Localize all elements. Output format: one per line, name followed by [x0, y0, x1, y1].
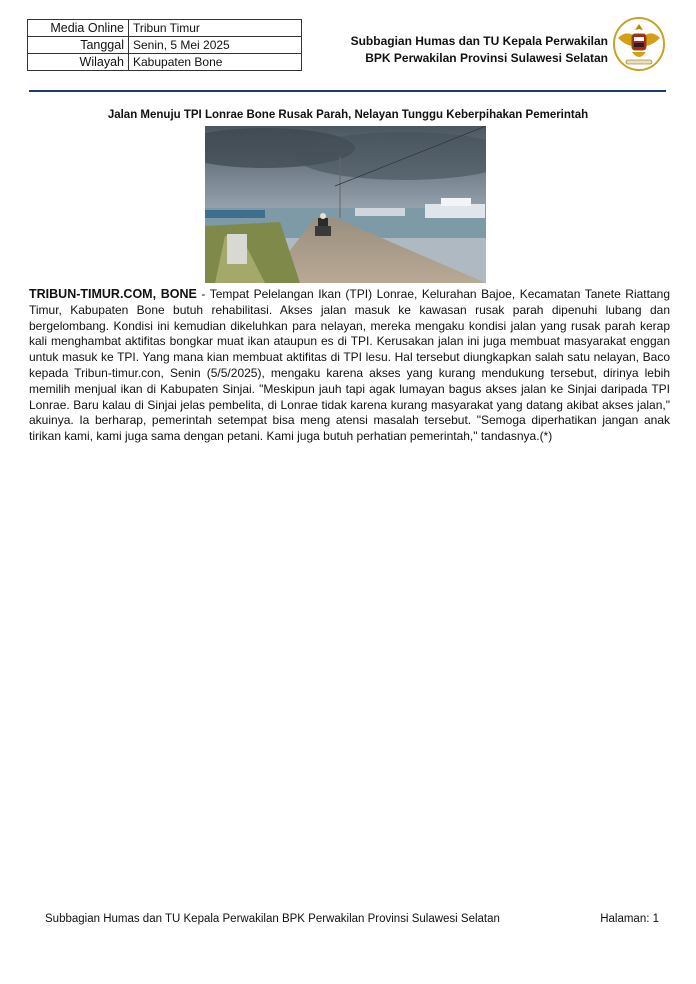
- media-value: Tribun Timur: [129, 20, 302, 37]
- region-value: Kabupaten Bone: [129, 54, 302, 71]
- header-divider: [29, 90, 666, 92]
- date-value: Senin, 5 Mei 2025: [129, 37, 302, 54]
- article-body: [29, 287, 670, 445]
- road-harbor-photo: [205, 126, 486, 283]
- organization-header: [351, 33, 608, 67]
- media-label: Media Online: [28, 20, 129, 37]
- article-title: Jalan Menuju TPI Lonrae Bone Rusak Parah, Nelayan Tunggu Keberpihakan Pemerintah: [107, 109, 589, 121]
- media-row: [28, 20, 302, 37]
- region-label: Wilayah: [28, 54, 129, 71]
- org-line-1: Subbagian Humas dan TU Kepala Perwakilan: [350, 34, 608, 48]
- date-row: [28, 37, 302, 54]
- date-label: Tanggal: [28, 37, 129, 54]
- article-dateline: TRIBUN-TIMUR.COM, BONE: [29, 287, 197, 301]
- region-row: [28, 54, 302, 71]
- footer-organization: Subbagian Humas dan TU Kepala Perwakilan BPK Perwakilan Provinsi Sulawesi Selatan: [45, 913, 500, 925]
- media-info-table: [27, 19, 302, 71]
- garuda-emblem-icon: [612, 16, 666, 72]
- page-number: Halaman: 1: [600, 913, 659, 925]
- article-body-text: - Tempat Pelelangan Ikan (TPI) Lonrae, Kelurahan Bajoe, Kecamatan Tanete Riattang Timur, Kabupaten Bone butuh rehabilitasi. Akses jalan masuk ke kawasan rusak parah dipenuhi lubang dan bergelombang. Kondisi ini kemudian dikeluhkan para nelayan, mereka mengaku kondisi jalan yang rusak parah kerap kali menghambat aktifitas bongkar muat ikan ataupun es di TPI. Kerusakan jalan ini juga membuat masyarakat enggan untuk masuk ke TPI. Yang mana kian membuat aktifitas di TPI lesu. Hal tersebut diungkapkan salah satu nelayan, Baco kepada Tribun-timur.con, Senin (5/5/2025), mengaku karena akses yang kurang mendukung tersebut, dirinya lebih memilih menjual ikan di Kabupaten Sinjai. "Meskipun jauh tapi agak lumayan bagus akses jalan ke Sinjai daripada TPI Lonrae. Baru kalau di Sinjai jelas pembelita, di Lonrae tidak karena kurang masyarakat yang datang akibat akses jalan," akuinya. Ia berharap, pemerintah setempat bisa meng atensi masalah tersebut. "Semoga diperhatikan jangan anak tirikan kami, kami juga sama dengan petani. Kami juga butuh perhatian pemerintah," tandasnya.(*): [29, 287, 670, 444]
- org-line-2: BPK Perwakilan Provinsi Sulawesi Selatan: [365, 51, 608, 65]
